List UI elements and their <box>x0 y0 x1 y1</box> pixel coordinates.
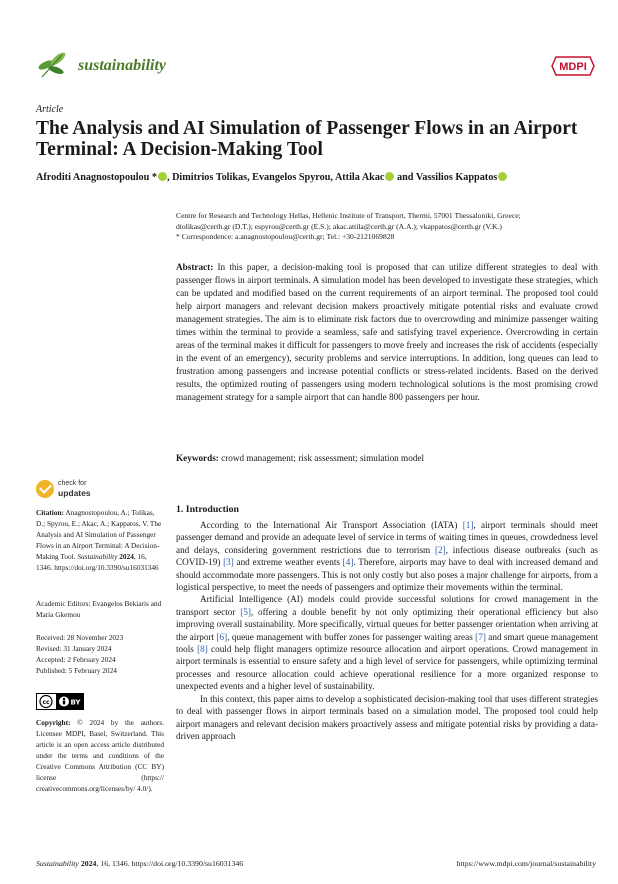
mdpi-logo-icon[interactable] <box>550 55 596 77</box>
citation-link[interactable]: [1] <box>462 520 474 530</box>
dates-block <box>36 632 164 676</box>
cc-by-license-icon[interactable] <box>36 693 84 710</box>
received-date: Received: 28 November 2023 <box>36 633 124 642</box>
citation-link[interactable]: [8] <box>197 644 208 655</box>
svg-text:MDPI: MDPI <box>559 61 587 73</box>
footer-journal-url[interactable]: https://www.mdpi.com/journal/sustainability <box>456 859 596 868</box>
check-icon <box>36 480 54 498</box>
author-5: Vassilios Kappatos <box>416 172 507 183</box>
svg-text:BY: BY <box>70 698 81 707</box>
paragraph: In this context, this paper aims to develop a sophisticated decision-making tool that uses different strategies to deal with passenger flows in airport terminals based on a simulation model. The proposed tool could help airport managers and relevant decision makers proactively assess and mitigate potential risks by providing a data-driven approach <box>176 693 598 741</box>
introduction-body <box>176 519 598 742</box>
keywords-label: Keywords: <box>176 453 219 463</box>
revised-date: Revised: 31 January 2024 <box>36 644 112 653</box>
article-type: Article <box>36 104 64 115</box>
keywords <box>176 453 598 463</box>
section-title: 1. Introduction <box>176 504 239 515</box>
author-4: Attila Akac and <box>334 172 416 183</box>
author-list <box>36 172 606 183</box>
abstract-label: Abstract: <box>176 262 214 272</box>
journal-name[interactable]: sustainability <box>78 57 167 74</box>
article-title: The Analysis and AI Simulation of Passenger Flows in an Airport Terminal: A Decision-Making Tool <box>36 118 578 160</box>
accepted-date: Accepted: 2 February 2024 <box>36 655 116 664</box>
paragraph: According to the International Air Transport Association (IATA) [1], airport terminals should meet passenger demand and provide an adequate level of service in terms of waiting times in queues, crowdedness level and delays, considering government restrictions due to terrorism [2], infectious disease outbreaks (such as COVID-19) [3] and extreme weather events [4]. Therefore, airports may have to deal with increased demand and should accommodate more passengers. This is not only costly but also poses a major challenge for airports, from a logistical perspective, to meet the needs of passengers and optimize their movements within the terminal. <box>176 520 598 593</box>
orcid-icon[interactable] <box>498 172 507 181</box>
check-updates-badge[interactable]: check for updates <box>36 478 146 500</box>
journal-logo-icon <box>36 47 70 81</box>
citation-link[interactable]: [6] <box>216 631 228 642</box>
author-1: Afroditi Anagnostopoulou * , <box>36 172 173 183</box>
citation-link[interactable]: [4] <box>342 557 354 568</box>
copyright-block: Copyright: © 2024 by the authors. Licensee MDPI, Basel, Switzerland. This article is an open access article distributed under the terms and conditions of the Creative Commons Attribution (CC BY) license (https:// creativecommons.org/licenses/by/ 4.0/). <box>36 718 164 793</box>
citation-link[interactable]: [2] <box>435 544 446 555</box>
svg-text:cc: cc <box>42 699 50 706</box>
published-date: Published: 5 February 2024 <box>36 666 117 675</box>
journal-header <box>36 47 596 83</box>
footer-citation: Sustainability 2024, 16, 1346. https://doi.org/10.3390/su16031346 <box>36 859 244 868</box>
orcid-icon[interactable] <box>158 172 167 181</box>
keywords-text: crowd management; risk assessment; simulation model <box>218 453 425 463</box>
author-2: Dimitrios Tolikas, <box>172 172 253 183</box>
citation-link[interactable]: [5] <box>240 606 251 617</box>
citation-block: Citation: Anagnostopoulou, A.; Tolikas, D.; Spyrou, E.; Akac, A.; Kappatos, V. The Analysis and AI Simulation of Passenger Flows in an Airport Terminal: A Decision-Making Tool. Sustainability 2024, 16, 1346. https://doi.org/10.3390/su16031346 <box>36 508 162 572</box>
author-3: Evangelos Spyrou, <box>252 172 335 183</box>
affiliation: Centre for Research and Technology Hellas, Hellenic Institute of Transport, Thermi, 57001 Thessaloniki, Greece; dtolikas@certh.gr (D.T.); espyrou@certh.gr (E.S.); akac.attila@certh.gr (A.A.); vkappatos@certh.gr (V.K.) * Correspondence: a.anagnostopoulou@certh.gr; Tel.: +30-2121069828 <box>176 211 521 241</box>
abstract-text: In this paper, a decision-making tool is proposed that can utilize different strategies to deal with passenger flows in airport terminals. A simulation model has been developed to investigate these strategies, which can be updated and modified based on the current requirements of an airport terminal. The proposed tool could help airport managers and relevant decision makers proactively mitigate potential risks and evaluate crowd management strategies. The aim is to eliminate risk factors due to overcrowding and minimize passenger waiting times within the terminal to provide a seamless, safe and satisfying travel experience. Overcrowding in certain areas of the terminal makes it difficult for passengers to move freely and increases the risk of accidents (especially in the event of an emergency), security problems and service interruptions. In addition, long queues can lead to frustration among passengers and increase potential conflicts or stress-related incidents. Based on the derived results, the optimized routing of passengers using modern technological solutions is the most promising crowd management strategy for a sample airport that can handle 800 passengers per hour. <box>176 262 598 402</box>
academic-editors: Academic Editors: Evangelos Bekiaris and Maria Gkemou <box>36 599 162 619</box>
citation-link[interactable]: [7] <box>475 631 486 642</box>
citation-link[interactable]: [3] <box>223 557 234 568</box>
paragraph: Artificial Intelligence (AI) models could provide successful solutions for crowd management in the transport sector [5], offering a double benefit by not only optimizing their operational efficiency but also improving overall sustainability. More specifically, virtual queues for better passenger orientation when arriving at the airport [6], queue management with buffer zones for passenger waiting areas [7] and smart queue management tools [8] could help flight managers optimize resource allocation and airport operations. Crowd management in airport terminals is essential to ensure safety and a high level of service for passengers, while optimizing terminal processes and resource allocation could achieve operational resilience for a more organized response to unexpected events and a higher level of sustainability. <box>176 594 598 692</box>
abstract <box>176 261 598 404</box>
